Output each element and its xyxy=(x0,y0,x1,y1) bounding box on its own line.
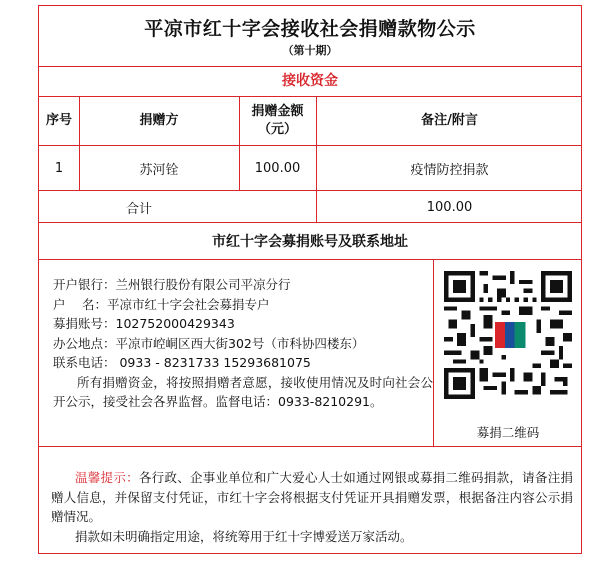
phone-line: 联系电话： 0933 - 8231733 15293681075 xyxy=(53,355,311,370)
notice-paragraph xyxy=(51,468,573,527)
qr-caption: 募捐二维码 xyxy=(476,425,540,440)
col-header-amount-line2: （元） xyxy=(257,122,297,137)
page-title: 平凉市红十字会接收社会捐赠款物公示 xyxy=(144,18,476,40)
bank-line: 开户银行：兰州银行股份有限公司平凉分行 xyxy=(53,277,291,292)
issue-number: （第十期） xyxy=(282,44,338,57)
divider xyxy=(39,446,581,447)
table-cell-note: 疫情防控捐款 xyxy=(410,162,489,178)
divider xyxy=(39,222,581,223)
col-header-amount xyxy=(239,98,316,144)
total-label: 合计 xyxy=(125,201,152,217)
donation-qr-code[interactable] xyxy=(444,271,572,399)
account-number-line: 募捐账号：102752000429343 xyxy=(53,316,235,331)
col-header-note: 备注/附言 xyxy=(421,113,478,128)
section-title-received: 接收资金 xyxy=(282,73,338,89)
qr-panel xyxy=(433,260,583,444)
notice-frame xyxy=(38,5,582,554)
notice-box xyxy=(51,468,573,546)
col-header-amount-line1: 捐赠金额 xyxy=(251,104,304,119)
divider xyxy=(39,96,581,97)
total-value: 100.00 xyxy=(426,199,473,215)
account-info xyxy=(53,275,433,412)
divider xyxy=(39,190,581,191)
table-cell-donor: 苏河铨 xyxy=(139,162,179,178)
col-header-no: 序号 xyxy=(45,113,72,128)
notice-usage-text: 捐款如未明确指定用途，将统筹用于红十字博爱送万家活动。 xyxy=(75,528,413,544)
supervision-text: 所有捐赠资金，将按照捐赠者意愿，接收使用情况及时向社会公开公示，接受社会各界监督。监督电话：0933-8210291。 xyxy=(53,374,433,409)
account-name-line: 户 名：平凉市红十字会社会募捐专户 xyxy=(53,296,270,312)
divider xyxy=(39,66,581,67)
notice-label: 温馨提示： xyxy=(75,470,139,485)
table-cell-no: 1 xyxy=(54,160,64,176)
table-cell-amount: 100.00 xyxy=(254,160,301,176)
address-line: 办公地点：平凉市崆峒区西大街302号（市科协四楼东） xyxy=(53,335,365,351)
notice-text: 各行政、企事业单位和广大爱心人士如通过网银或募捐二维码捐款，请备注捐赠人信息，并保留支付凭证，市红十字会将根据支付凭证开具捐赠发票，根据备注内容公示捐赠情况。 xyxy=(51,470,573,524)
account-section-title: 市红十字会募捐账号及联系地址 xyxy=(212,234,408,250)
col-header-donor: 捐赠方 xyxy=(139,113,179,128)
